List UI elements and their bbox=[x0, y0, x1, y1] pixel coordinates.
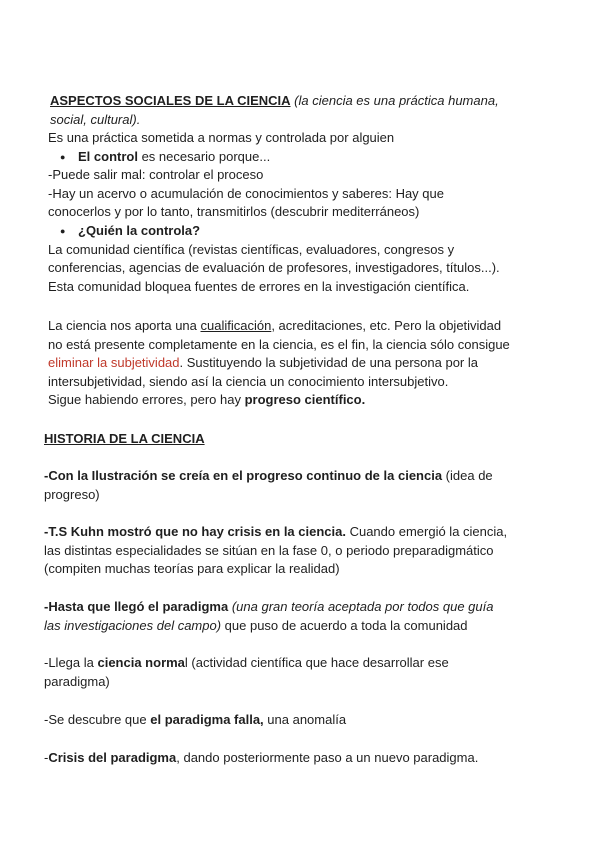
aspectos-body bbox=[48, 129, 548, 296]
bold-span: Crisis del paradigma bbox=[48, 750, 177, 765]
aspectos-heading-note: (la ciencia es una práctica humana, bbox=[294, 93, 499, 108]
text-line: intersubjetividad, siendo así la ciencia un conocimiento intersubjetivo. bbox=[48, 373, 449, 389]
bold-span: -Con la Ilustración se creía en el progreso continuo de la ciencia bbox=[44, 468, 443, 483]
text-span: una anomalía bbox=[263, 712, 347, 727]
italic-span: las investigaciones del campo) bbox=[44, 617, 222, 633]
bullet-item bbox=[48, 148, 548, 167]
bold-span: -T.S Kuhn mostró que no hay crisis en la ciencia. bbox=[44, 524, 346, 539]
bold-span: ciencia norma bbox=[97, 655, 185, 670]
text-line: Es una práctica sometida a normas y controlada por alguien bbox=[48, 130, 395, 145]
bullet-item bbox=[48, 222, 548, 241]
text-span: -Llega la bbox=[44, 655, 98, 670]
bullet-text: es necesario porque... bbox=[137, 148, 271, 164]
text-span: - bbox=[44, 750, 49, 765]
text-line: (compiten muchas teorías para explicar la realidad) bbox=[44, 561, 340, 577]
text-line: las distintas especialidades se sitúan en la fase 0, o periodo preparadigmático bbox=[44, 542, 494, 558]
historia-p5 bbox=[44, 711, 564, 730]
text-span: (idea de bbox=[442, 468, 493, 483]
text-span: que puso de acuerdo a toda la comunidad bbox=[221, 617, 468, 633]
text-line: paradigma) bbox=[44, 673, 110, 689]
text-line: La comunidad científica (revistas científicas, evaluadores, congresos y bbox=[48, 241, 455, 257]
text-span: , acreditaciones, etc. Pero la objetividad bbox=[271, 318, 502, 333]
historia-heading: HISTORIA DE LA CIENCIA bbox=[44, 431, 205, 446]
historia-p6 bbox=[44, 749, 564, 768]
text-line: no está presente completamente en la ciencia, es el fin, la ciencia sólo consigue bbox=[48, 336, 510, 352]
historia-p1 bbox=[44, 467, 564, 504]
historia-p4 bbox=[44, 654, 564, 691]
bullet-bold: El control bbox=[78, 148, 138, 164]
aspectos-heading-block bbox=[50, 92, 540, 129]
text-span: -Se descubre que bbox=[44, 712, 151, 727]
historia-p2 bbox=[44, 523, 564, 579]
text-line: -Hay un acervo o acumulación de conocimientos y saberes: Hay que bbox=[48, 185, 444, 201]
aspectos-paragraph-2 bbox=[48, 317, 548, 410]
bold-span: el paradigma falla, bbox=[150, 712, 264, 727]
text-span: Sigue habiendo errores, pero hay bbox=[48, 392, 245, 408]
text-span: , dando posteriormente paso a un nuevo paradigma. bbox=[176, 750, 479, 765]
aspectos-heading: ASPECTOS SOCIALES DE LA CIENCIA bbox=[50, 93, 291, 108]
text-line: -Puede salir mal: controlar el proceso bbox=[48, 167, 264, 183]
text-span: l (actividad científica que hace desarrollar ese bbox=[184, 655, 449, 670]
text-span: Cuando emergió la ciencia, bbox=[345, 524, 508, 539]
bullet-bold: ¿Quién la controla? bbox=[78, 222, 201, 238]
bold-span: progreso científico. bbox=[244, 392, 366, 408]
bold-span: -Hasta que llegó el paradigma bbox=[44, 599, 229, 614]
historia-heading-block bbox=[44, 430, 564, 449]
text-line: progreso) bbox=[44, 486, 100, 502]
text-line: conferencias, agencias de evaluación de profesores, investigadores, títulos...). bbox=[48, 260, 500, 276]
historia-p3 bbox=[44, 598, 564, 635]
underlined-term: cualificación bbox=[200, 318, 272, 333]
text-line: conocerlos y por lo tanto, transmitirlos (descubrir mediterráneos) bbox=[48, 204, 420, 220]
aspectos-heading-note-cont: social, cultural). bbox=[50, 111, 141, 127]
text-span: . Sustituyendo la subjetividad de una persona por la bbox=[179, 355, 478, 371]
italic-span: (una gran teoría aceptada por todos que guía bbox=[228, 599, 494, 614]
text-line: Esta comunidad bloquea fuentes de errores en la investigación científica. bbox=[48, 278, 470, 294]
highlight-red: eliminar la subjetividad bbox=[48, 355, 180, 371]
text-span: La ciencia nos aporta una bbox=[48, 318, 201, 333]
